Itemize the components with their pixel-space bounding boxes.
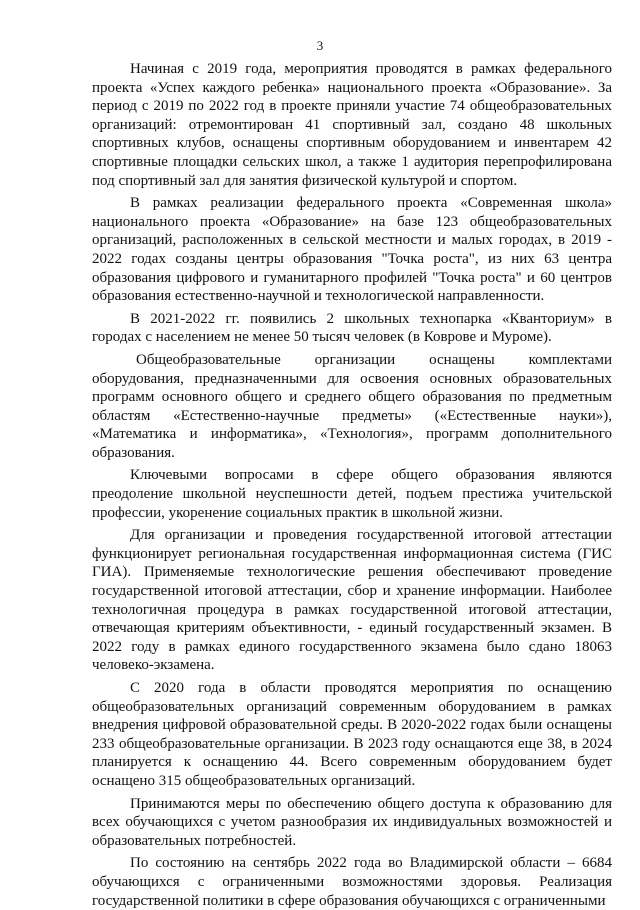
paragraph-tochka-rosta: В рамках реализации федерального проекта «Современная школа» национального проекта «Образование» на базе 123 общеобразовательных организаций, расположенных в сельской местности и малых городах, в 2019 - 2022 годах созданы центры образования "Точка роста", из них 63 центра образования цифрового и гуманитарного профилей "Точка роста" и 60 центров образования естественно-научной и технологической направленности. — [92, 195, 612, 305]
paragraph-access: Принимаются меры по обеспечению общего доступа к образованию для всех обучающихся с учетом разнообразия их индивидуальных возможностей и образовательных потребностей. — [92, 795, 612, 849]
paragraph-equipment: Общеобразовательные организации оснащены комплектами оборудования, предназначенными для освоения основных образовательных программ основного общего и среднего общего образования по предметным областям «Естественно-научные предметы» («Естественные науки»), «Математика и информатика», «Технология», программ дополнительного образования. — [92, 351, 612, 461]
paragraph-disabilities: По состоянию на сентябрь 2022 года во Владимирской области – 6684 обучающихся с ограниченными возможностями здоровья. Реализация государственной политики в сфере образования обучающихся с ограниченными — [92, 855, 612, 909]
paragraph-sports-projects: Начиная с 2019 года, мероприятия проводятся в рамках федерального проекта «Успех каждого ребенка» национального проекта «Образование». За период с 2019 по 2022 год в проекте приняли участие 74 общеобразовательных организаций: отремонтирован 41 спортивный зал, создано 48 школьных спортивных клубов, оснащены спортивным оборудованием и инвентарем 42 спортивные площадки сельских школ, а также 1 аудитория перепрофилирована под спортивный зал для занятия физической культурой и спортом. — [92, 61, 612, 189]
paragraph-kvantorium: В 2021-2022 гг. появились 2 школьных технопарка «Кванториум» в городах с населением не менее 50 тысяч человек (в Коврове и Муроме). — [92, 310, 612, 346]
paragraph-digital-environment: С 2020 года в области проводятся мероприятия по оснащению общеобразовательных организаций современным оборудованием в рамках внедрения цифровой образовательной среды. В 2020-2022 годах были оснащены 233 общеобразовательные организации. В 2023 году оснащаются еще 38, в 2024 планируется к оснащению 44. Всего современным оборудованием будет оснащено 315 общеобразовательных организаций. — [92, 680, 612, 789]
paragraph-gia: Для организации и проведения государственной итоговой аттестации функционирует региональная государственная информационная система (ГИС ГИА). Применяемые технологические решения обеспечивают проведение государственной итоговой аттестации, сбор и хранение информации. Наиболее технологичная процедура в рамках государственной итоговой аттестации, отвечающая критериям объективности, - единый государственный экзамен. В 2022 году в рамках единого государственного экзамена было сдано 18063 человеко-экзамена. — [92, 527, 612, 674]
page-number: 3 — [316, 38, 324, 53]
paragraph-key-issues: Ключевыми вопросами в сфере общего образования являются преодоление школьной неуспешности детей, подъем престижа учительской профессии, укоренение социальных практик в школьной жизни. — [92, 467, 612, 521]
body-text — [92, 60, 612, 910]
